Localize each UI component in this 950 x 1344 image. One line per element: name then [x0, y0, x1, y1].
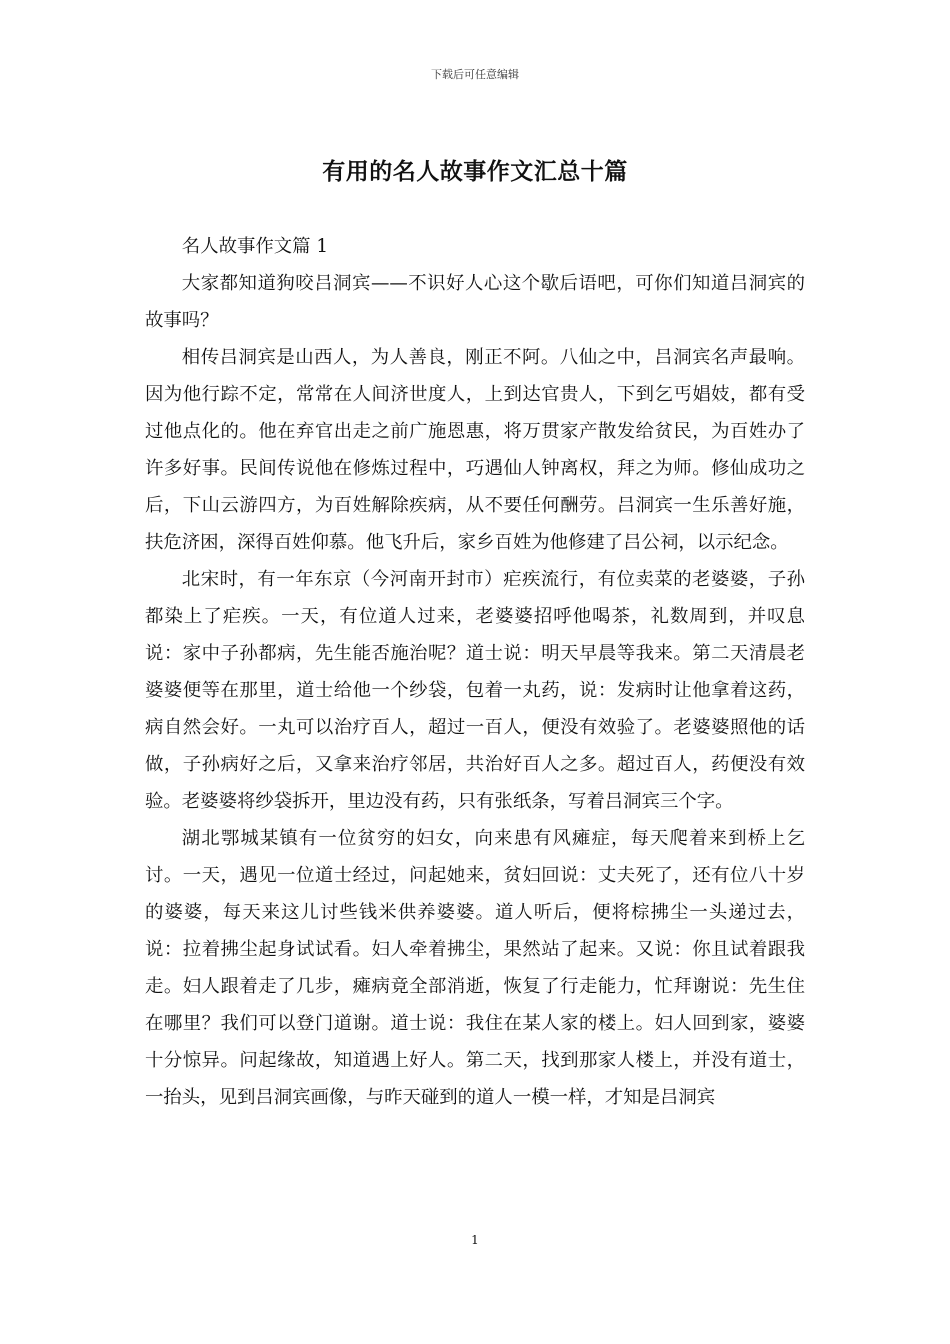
- paragraph: 北宋时，有一年东京（今河南开封市）疟疾流行，有位卖菜的老婆婆，子孙都染上了疟疾。一天，有位道人过来，老婆婆招呼他喝茶，礼数周到，并叹息说：家中子孙都病，先生能否施治呢？道士说：明天早晨等我来。第二天清晨老婆婆便等在那里，道士给他一个纱袋，包着一丸药，说：发病时让他拿着这药，病自然会好。一丸可以治疗百人，超过一百人，便没有效验了。老婆婆照他的话做，子孙病好之后，又拿来治疗邻居，共治好百人之多。超过百人，药便没有效验。老婆婆将纱袋拆开，里边没有药，只有张纸条，写着吕洞宾三个字。: [145, 569, 805, 812]
- document-title: 有用的名人故事作文汇总十篇: [322, 158, 628, 185]
- page-number: 1: [471, 1233, 479, 1247]
- section-heading: 名人故事作文篇 1: [181, 236, 329, 257]
- paragraph: 大家都知道狗咬吕洞宾——不识好人心这个歇后语吧，可你们知道吕洞宾的故事吗？: [145, 273, 805, 331]
- paragraph: 相传吕洞宾是山西人，为人善良，刚正不阿。八仙之中，吕洞宾名声最响。因为他行踪不定，常常在人间济世度人，上到达官贵人，下到乞丐娼妓，都有受过他点化的。他在弃官出走之前广施恩惠，将万贯家产散发给贫民，为百姓办了许多好事。民间传说他在修炼过程中，巧遇仙人钟离权，拜之为师。修仙成功之后，下山云游四方，为百姓解除疾病，从不要任何酬劳。吕洞宾一生乐善好施，扶危济困，深得百姓仰慕。他飞升后，家乡百姓为他修建了吕公祠，以示纪念。: [145, 347, 805, 553]
- paragraph: 湖北鄂城某镇有一位贫穷的妇女，向来患有风瘫症，每天爬着来到桥上乞讨。一天，遇见一位道士经过，问起她来，贫妇回说：丈夫死了，还有位八十岁的婆婆，每天来这儿讨些钱米供养婆婆。道人听后，便将棕拂尘一头递过去，说：拉着拂尘起身试试看。妇人牵着拂尘，果然站了起来。又说：你且试着跟我走。妇人跟着走了几步，瘫病竟全部消逝，恢复了行走能力，忙拜谢说：先生住在哪里？我们可以登门道谢。道士说：我住在某人家的楼上。妇人回到家，婆婆十分惊异。问起缘故，知道遇上好人。第二天，找到那家人楼上，并没有道士，一抬头，见到吕洞宾画像，与昨天碰到的道人一模一样，才知是吕洞宾: [145, 828, 805, 1108]
- document-body: [145, 228, 805, 1116]
- page-header: 下载后可任意编辑: [431, 68, 519, 81]
